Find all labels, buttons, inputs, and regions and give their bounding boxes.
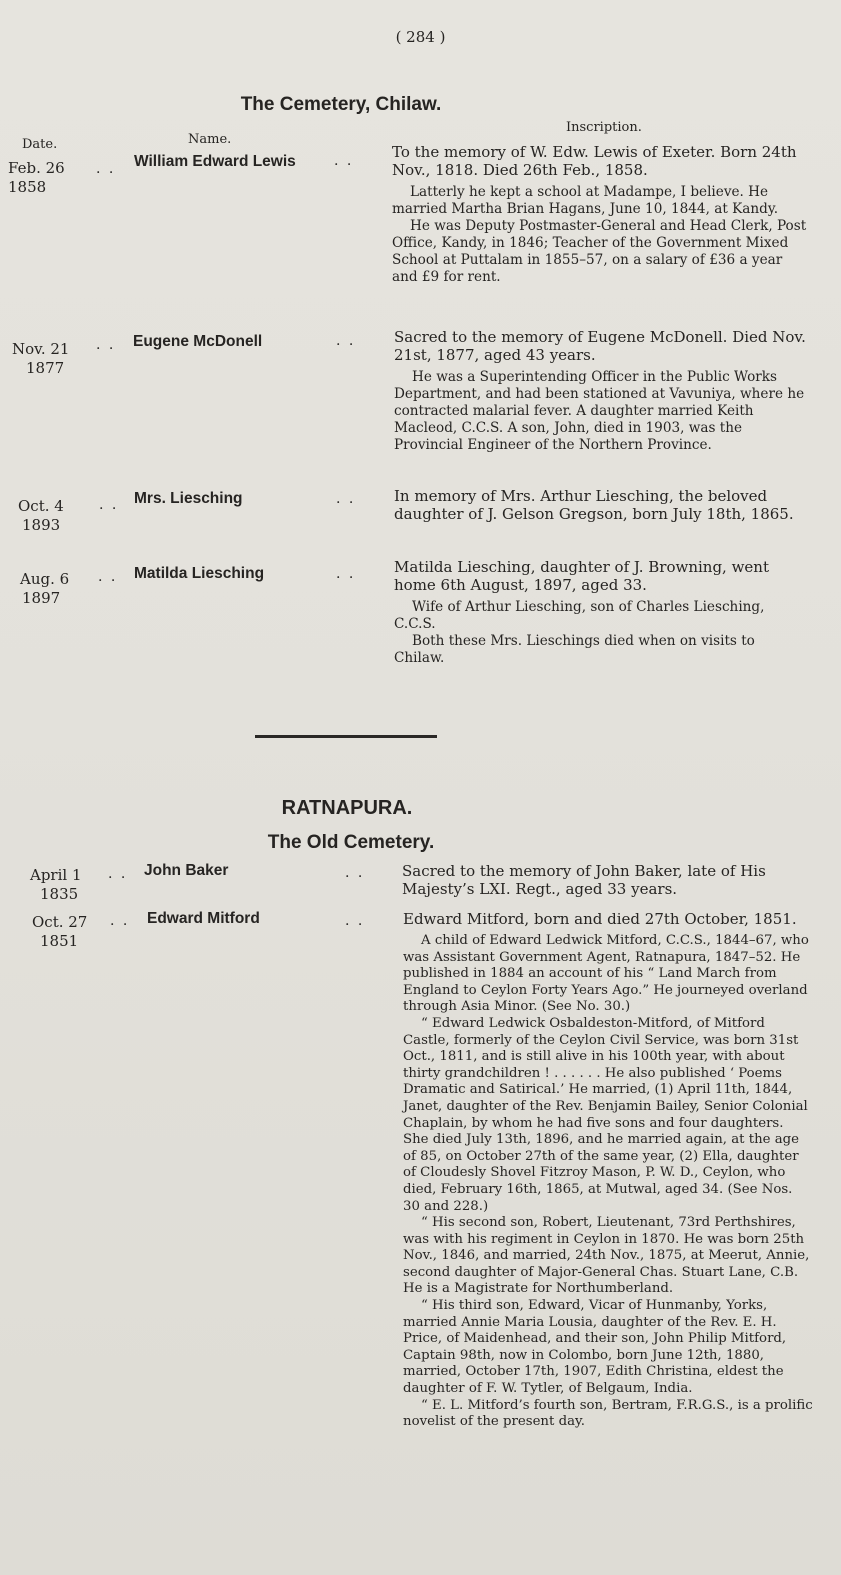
inscription-text: Sacred to the memory of John Baker, late of His Majesty’s LXI. Regt., aged 33 years. [402, 862, 766, 898]
entry-name: Mrs. Liesching [134, 490, 243, 507]
inscription-notes [394, 369, 808, 454]
note-paragraph: Wife of Arthur Liesching, son of Charles Liesching, C.C.S. [394, 599, 765, 632]
entry-date [8, 159, 65, 197]
leader-dots: . . [110, 913, 130, 929]
inscription-text: In memory of Mrs. Arthur Liesching, the beloved daughter of J. Gelson Gregson, born July 18th, 1865. [394, 487, 794, 523]
date-year: 1897 [22, 589, 61, 607]
note-paragraph: “ E. L. Mitford’s fourth son, Bertram, F.R.G.S., is a prolific novelist of the present day. [403, 1397, 813, 1430]
entry-name: Eugene McDonell [133, 333, 263, 350]
leader-dots: . . [336, 566, 356, 582]
section-subtitle-old-cemetery: The Old Cemetery. [267, 832, 435, 853]
note-paragraph: “ Edward Ledwick Osbaldeston-Mitford, of Mitford Castle, formerly of the Ceylon Civil Service, was born 31st Oct., 1811, and is still alive in his 100th year, with about thirty grandchildren ! . . . . . . He also published ‘ Poems Dramatic and Satirical.’ He married, (1) April 11th, 1844, Janet, daughter of the Rev. Benjamin Bailey, Senior Colonial Chaplain, by whom he had five sons and four daughters. She died July 13th, 1896, and he married again, at the age of 85, on October 27th of the same year, (2) Ella, daughter of Cloudesly Shovel Fitzroy Mason, P. W. D., Ceylon, who died, February 16th, 1865, at Mutwal, aged 34. (See Nos. 30 and 228.) [403, 1015, 808, 1214]
leader-dots: . . [345, 865, 365, 881]
leader-dots: . . [334, 153, 354, 169]
inscription-notes [394, 599, 808, 667]
date-day: Nov. 21 [12, 340, 70, 358]
note-paragraph: Latterly he kept a school at Madampe, I believe. He married Martha Brian Hagans, June 10, 1844, at Kandy. [392, 184, 779, 217]
entry-inscription [381, 910, 813, 1431]
entry-name: Matilda Liesching [134, 565, 265, 582]
date-year: 1851 [40, 932, 79, 950]
date-day: Feb. 26 [8, 159, 65, 177]
inscription-text: To the memory of W. Edw. Lewis of Exeter. Born 24th Nov., 1818. Died 26th Feb., 1858. [392, 143, 797, 179]
leader-dots: . . [345, 913, 365, 929]
date-year: 1877 [26, 359, 65, 377]
entry-name: William Edward Lewis [134, 153, 296, 170]
leader-dots: . . [336, 333, 356, 349]
entry-date [12, 340, 69, 378]
section-title-chilaw: The Cemetery, Chilaw. [240, 94, 442, 115]
leader-dots: . . [96, 337, 116, 353]
date-year: 1858 [8, 178, 47, 196]
leader-dots: . . [99, 497, 119, 513]
leader-dots: . . [108, 866, 128, 882]
section-title-ratnapura: RATNAPURA. [281, 797, 413, 819]
note-paragraph: “ His second son, Robert, Lieutenant, 73rd Perthshires, was with his regiment in Ceylon in 1870. He was born 25th Nov., 1846, and married, 24th Nov., 1875, at Meerut, Annie, second daughter of Major-General Chas. Stuart Lane, C.B. He is a Magistrate for Northumberland. [403, 1215, 810, 1297]
note-paragraph: Both these Mrs. Lieschings died when on visits to Chilaw. [394, 633, 755, 666]
date-day: April 1 [30, 866, 82, 884]
entry-date [20, 570, 69, 608]
note-paragraph: “ His third son, Edward, Vicar of Hunmanby, Yorks, married Annie Maria Lousia, daughter of the Rev. E. H. Price, of Maidenhead, and their son, John Philip Mitford, Captain 98th, now in Colombo, born June 12th, 1880, married, October 17th, 1907, Edith Christina, eldest the daughter of F. W. Tytler, of Belgaum, India. [403, 1298, 787, 1397]
date-day: Aug. 6 [20, 570, 70, 588]
leader-dots: . . [96, 161, 116, 177]
page-number: ( 284 ) [395, 28, 446, 46]
entry-inscription [380, 862, 812, 898]
inscription-text: Sacred to the memory of Eugene McDonell. Died Nov. 21st, 1877, aged 43 years. [394, 328, 806, 364]
entry-date [32, 913, 87, 951]
entry-date [30, 866, 82, 904]
entry-name: John Baker [144, 862, 229, 879]
entry-date [18, 497, 64, 535]
column-header-date: Date. [22, 137, 58, 152]
leader-dots: . . [98, 569, 118, 585]
note-paragraph: He was a Superintending Officer in the Public Works Department, and had been stationed at Vavuniya, where he contracted malarial fever. A daughter married Keith Macleod, C.C.S. A son, John, died in 1903, was the Provincial Engineer of the Northern Province. [394, 369, 805, 453]
entry-inscription [370, 143, 810, 286]
inscription-text: Edward Mitford, born and died 27th October, 1851. [403, 910, 797, 928]
entry-inscription [372, 487, 808, 523]
inscription-notes [392, 184, 810, 286]
leader-dots: . . [336, 491, 356, 507]
date-day: Oct. 27 [32, 913, 88, 931]
date-day: Oct. 4 [18, 497, 64, 515]
column-header-inscription: Inscription. [566, 120, 642, 135]
section-divider [255, 735, 437, 738]
inscription-text: Matilda Liesching, daughter of J. Browning, went home 6th August, 1897, aged 33. [394, 558, 769, 594]
column-header-name: Name. [188, 132, 232, 147]
entry-inscription [372, 328, 808, 454]
note-paragraph: He was Deputy Postmaster-General and Head Clerk, Post Office, Kandy, in 1846; Teacher of the Government Mixed School at Puttalam in 1855–57, on a salary of £36 a year and £9 for rent. [392, 218, 807, 285]
note-paragraph: A child of Edward Ledwick Mitford, C.C.S., 1844–67, who was Assistant Government Agent, Ratnapura, 1847–52. He published in 1884 an account of his “ Land March from England to Ceylon Forty Years Ago.” He journeyed overland through Asia Minor. (See No. 30.) [403, 933, 809, 1015]
date-year: 1835 [40, 885, 79, 903]
entry-name: Edward Mitford [147, 910, 260, 927]
date-year: 1893 [22, 516, 61, 534]
entry-inscription [372, 558, 808, 667]
inscription-notes [403, 933, 813, 1431]
